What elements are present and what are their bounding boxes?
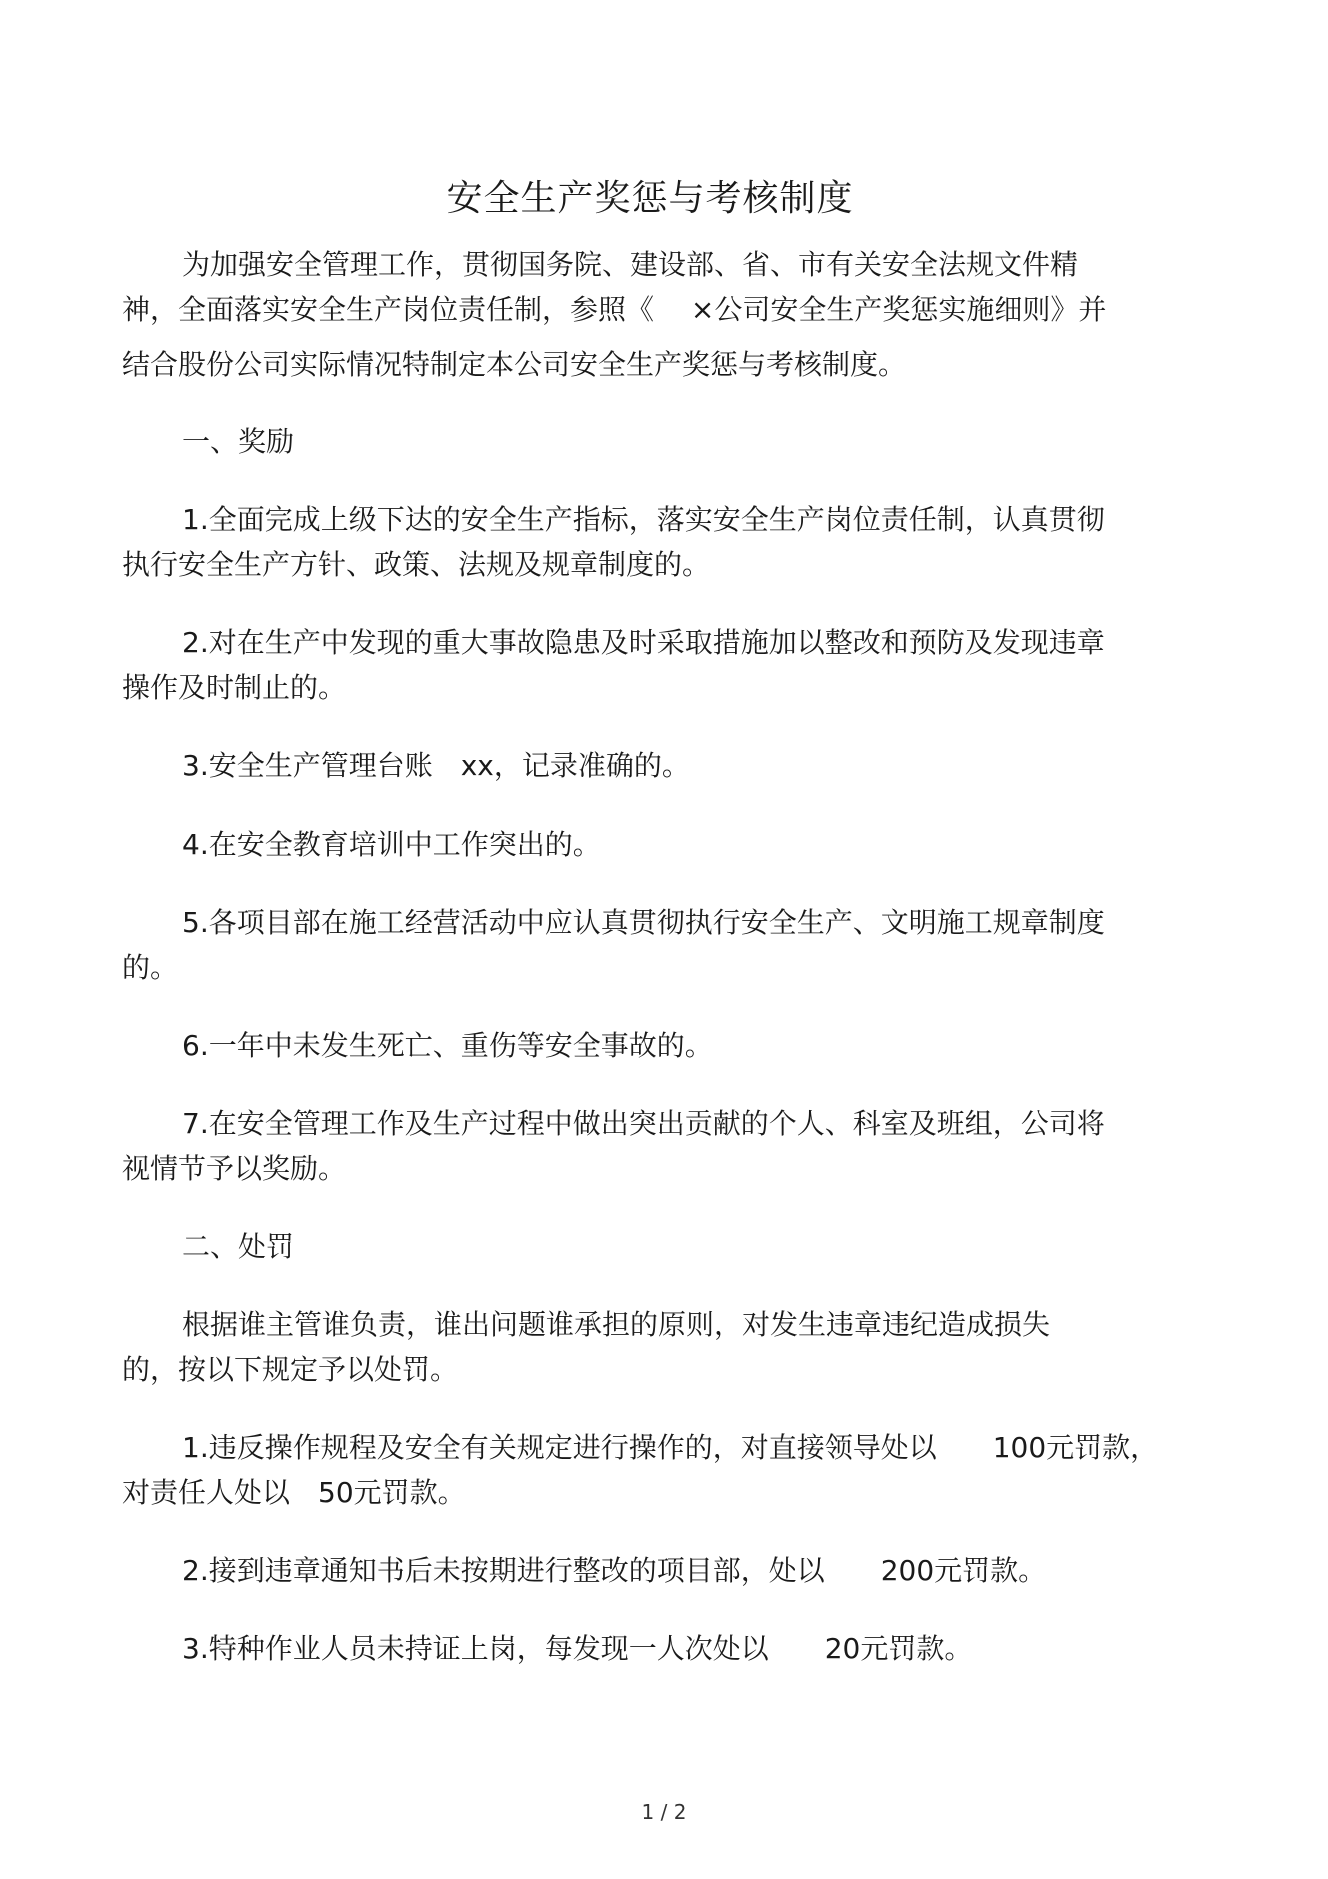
section-heading-penalties: 二、处罚: [182, 1230, 295, 1263]
reward-4: 4.在安全教育培训中工作突出的。: [182, 828, 601, 861]
reward-2-line-2: 操作及时制止的。: [122, 671, 347, 704]
reward-6: 6.一年中未发生死亡、重伤等安全事故的。: [182, 1029, 713, 1062]
page-number: 1 / 2: [641, 1800, 687, 1824]
reward-3: 3.安全生产管理台账 xx，记录准确的。: [182, 749, 690, 782]
intro-line-2: 神，全面落实安全生产岗位责任制，参照《 ×公司安全生产奖惩实施细则》并: [122, 293, 1107, 326]
section-heading-rewards: 一、奖励: [182, 425, 295, 458]
document-title: 安全生产奖惩与考核制度: [446, 178, 854, 219]
penalty-1-line-2: 对责任人处以 50元罚款。: [122, 1476, 466, 1509]
reward-7-line-2: 视情节予以奖励。: [122, 1152, 347, 1185]
penalty-intro-line-1: 根据谁主管谁负责，谁出问题谁承担的原则，对发生违章违纪造成损失: [182, 1308, 1051, 1341]
reward-7-line-1: 7.在安全管理工作及生产过程中做出突出贡献的个人、科室及班组，公司将: [182, 1107, 1105, 1140]
reward-1-line-2: 执行安全生产方针、政策、法规及规章制度的。: [122, 548, 711, 581]
reward-5-line-1: 5.各项目部在施工经营活动中应认真贯彻执行安全生产、文明施工规章制度: [182, 906, 1105, 939]
penalty-2: 2.接到违章通知书后未按期进行整改的项目部，处以 200元罚款。: [182, 1554, 1047, 1587]
penalty-3: 3.特种作业人员未持证上岗，每发现一人次处以 20元罚款。: [182, 1632, 973, 1665]
reward-1-line-1: 1.全面完成上级下达的安全生产指标，落实安全生产岗位责任制，认真贯彻: [182, 503, 1105, 536]
penalty-intro-line-2: 的，按以下规定予以处罚。: [122, 1353, 459, 1386]
intro-line-1: 为加强安全管理工作，贯彻国务院、建设部、省、市有关安全法规文件精: [182, 248, 1079, 281]
reward-2-line-1: 2.对在生产中发现的重大事故隐患及时采取措施加以整改和预防及发现违章: [182, 626, 1105, 659]
intro-line-3: 结合股份公司实际情况特制定本公司安全生产奖惩与考核制度。: [122, 348, 907, 381]
reward-5-line-2: 的。: [122, 951, 179, 984]
penalty-1-line-1: 1.违反操作规程及安全有关规定进行操作的，对直接领导处以 100元罚款，: [182, 1431, 1159, 1464]
